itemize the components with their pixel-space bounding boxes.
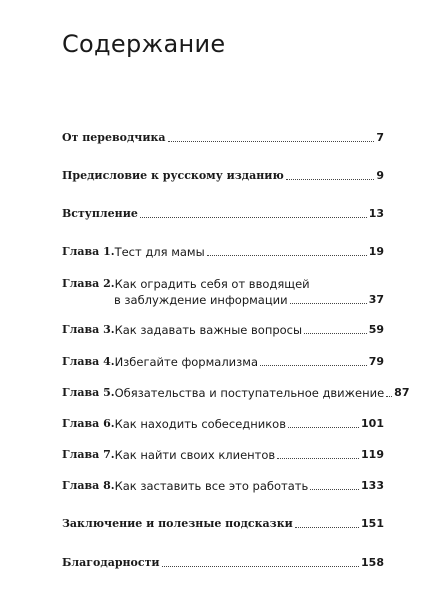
dot-leader <box>168 141 375 142</box>
toc-entry-chapter-5[interactable] <box>62 385 410 401</box>
toc-page-number: 79 <box>368 355 384 368</box>
toc-entry-chapter-7[interactable] <box>62 447 384 463</box>
toc-page-number: 133 <box>361 479 384 492</box>
page-title: Содержание <box>62 30 226 58</box>
dot-leader <box>260 365 367 366</box>
dot-leader <box>295 527 359 528</box>
toc-entry-chapter-2[interactable] <box>62 276 384 308</box>
chapter-number: Глава 3. <box>62 323 115 336</box>
toc-entry-label: Вступление <box>62 207 138 220</box>
chapter-title: Как находить собеседников <box>114 417 286 431</box>
chapter-number: Глава 5. <box>62 386 115 399</box>
toc-page-number: 37 <box>368 293 384 306</box>
chapter-number: Глава 4. <box>62 355 115 368</box>
dot-leader <box>290 303 367 304</box>
toc-entry-label: От переводчика <box>62 131 166 144</box>
chapter-number: Глава 6. <box>62 417 115 430</box>
toc-page-number: 101 <box>361 417 384 430</box>
chapter-number: Глава 1. <box>62 245 115 258</box>
toc-entry-label: Заключение и полезные подсказки <box>62 517 293 530</box>
chapter-number: Глава 2. <box>62 277 115 290</box>
dot-leader <box>277 458 359 459</box>
chapter-title-line-1: Как оградить себя от вводящей <box>114 277 310 291</box>
toc-page-number: 19 <box>368 245 384 258</box>
dot-leader <box>386 396 392 397</box>
toc-entry-chapter-3[interactable] <box>62 322 384 338</box>
chapter-title-line-2: в заблуждение информации <box>114 293 288 307</box>
chapter-title: Тест для мамы <box>114 245 205 259</box>
dot-leader <box>304 333 367 334</box>
toc-page-number: 9 <box>376 169 384 182</box>
chapter-title: Как заставить все это работать <box>114 479 309 493</box>
toc-page-number: 87 <box>394 386 410 399</box>
chapter-title: Как задавать важные вопросы <box>114 323 303 337</box>
toc-page-number: 59 <box>368 323 384 336</box>
chapter-number: Глава 7. <box>62 448 115 461</box>
dot-leader <box>140 217 367 218</box>
toc-page-number: 119 <box>361 448 384 461</box>
toc-page-number: 158 <box>361 556 384 569</box>
chapter-number: Глава 8. <box>62 479 115 492</box>
toc-entry-label: Предисловие к русскому изданию <box>62 169 284 182</box>
dot-leader <box>286 179 375 180</box>
toc-entry-conclusion[interactable] <box>62 516 384 532</box>
toc-entry-chapter-4[interactable] <box>62 354 384 370</box>
toc-entry-chapter-6[interactable] <box>62 416 384 432</box>
chapter-title: Обязательства и поступательное движение <box>114 386 385 400</box>
toc-entry-translator-note[interactable] <box>62 130 384 146</box>
toc-entry-label: Благодарности <box>62 556 160 569</box>
chapter-title: Избегайте формализма <box>114 355 258 369</box>
toc-page-number: 13 <box>368 207 384 220</box>
dot-leader <box>310 489 359 490</box>
toc-page-number: 7 <box>376 131 384 144</box>
toc-entry-chapter-8[interactable] <box>62 478 384 494</box>
toc-entry-chapter-1[interactable] <box>62 244 384 260</box>
toc-entry-preface[interactable] <box>62 168 384 184</box>
toc-entry-acknowledgements[interactable] <box>62 555 384 571</box>
dot-leader <box>288 427 359 428</box>
toc-page-number: 151 <box>361 517 384 530</box>
chapter-title: Как найти своих клиентов <box>114 448 276 462</box>
dot-leader <box>162 566 359 567</box>
dot-leader <box>207 255 367 256</box>
toc-entry-introduction[interactable] <box>62 206 384 222</box>
